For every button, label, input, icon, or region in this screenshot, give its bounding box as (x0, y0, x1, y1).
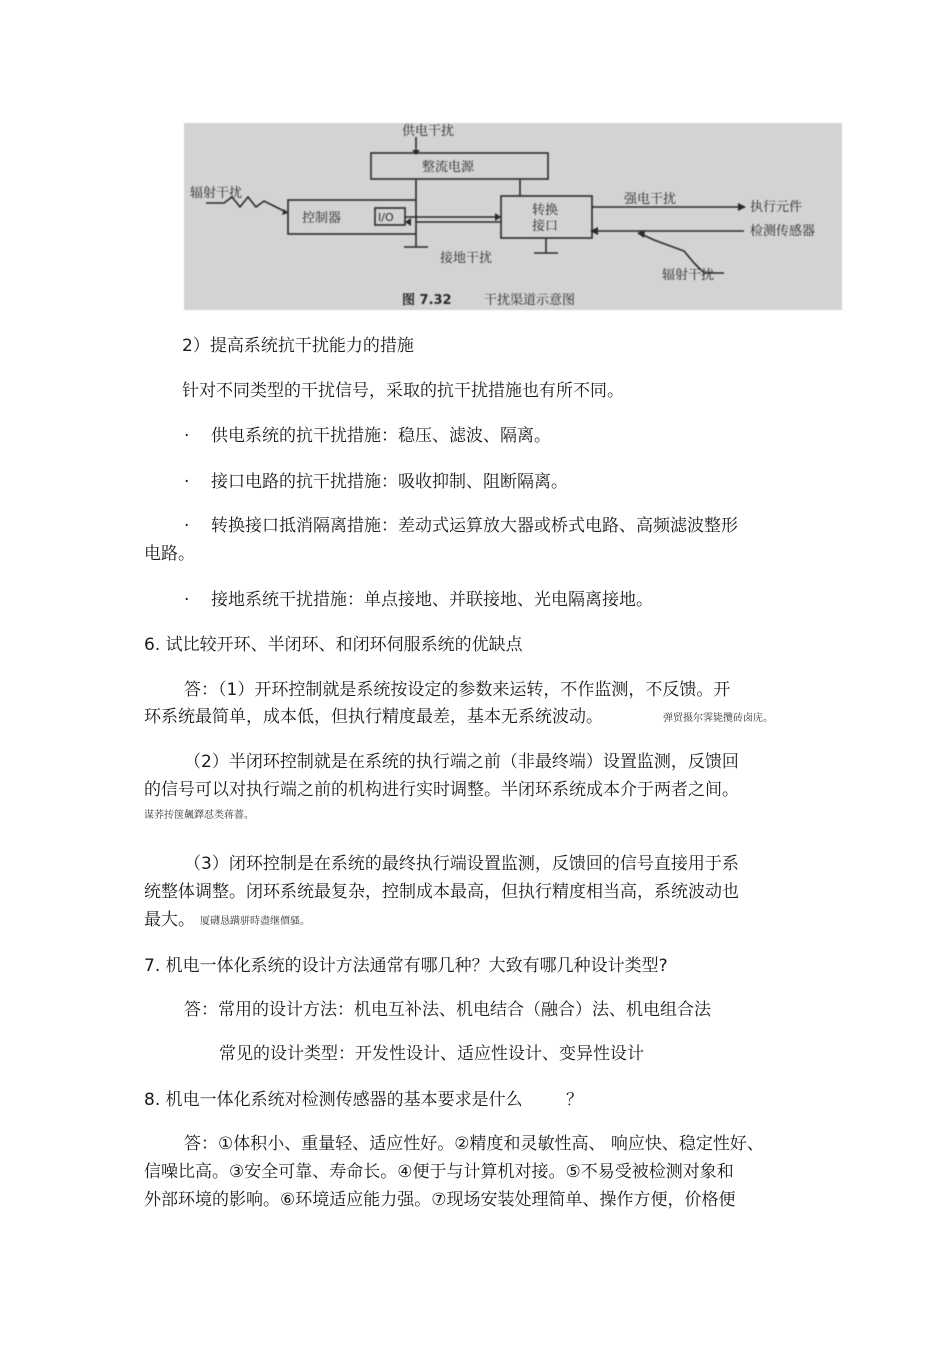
figure-caption-number: 图 7.32 (402, 293, 452, 308)
figure-caption-title: 干扰渠道示意图 (484, 293, 576, 308)
garbled-text: 弹贸摄尔霁毙攬砖卤庑。 (663, 713, 773, 724)
answer-6-semi-closed-line1: （2）半闭环控制就是在系统的执行端之前（非最终端）设置监测，反馈回 (184, 752, 739, 772)
answer-8-line1: 答：①体积小、重量轻、适应性好。②精度和灵敏性高、 响应快、稳定性好、 (184, 1134, 764, 1154)
converter-label-1: 转换 (532, 203, 559, 218)
radiation-interference-right-label: 辐射干扰 (662, 268, 715, 283)
answer-6-closed-line3: 最大。 (144, 910, 195, 930)
answer-6-closed-line1: （3）闭环控制是在系统的最终执行端设置监测，反馈回的信号直接用于系 (184, 854, 739, 874)
interference-diagram (184, 123, 842, 310)
garbled-text: 谋荞抟箧飆鐸怼类蒋薔。 (144, 810, 254, 821)
answer-8-line3: 外部环境的影响。⑥环境适应能力强。⑦现场安装处理简单、操作方便，价格便 (144, 1190, 736, 1210)
strong-electric-interference-label: 强电干扰 (624, 192, 677, 207)
measure-converter-interface-cont: 电路。 (144, 544, 195, 564)
bullet-point: · (184, 516, 190, 536)
radiation-interference-left-label: 辐射干扰 (190, 186, 243, 201)
answer-6-closed-line2: 统整体调整。闭环系统最复杂，控制成本最高，但执行精度相当高，系统波动也 (144, 882, 739, 902)
question-8: 8. 机电一体化系统对检测传感器的基本要求是什么 (144, 1090, 523, 1110)
bullet-point: · (184, 472, 190, 492)
question-7: 7. 机电一体化系统的设计方法通常有哪几种？大致有哪几种设计类型? (144, 956, 668, 976)
answer-7-methods: 答：常用的设计方法：机电互补法、机电结合（融合）法、机电组合法 (184, 1000, 711, 1020)
actuator-label: 执行元件 (750, 200, 803, 215)
measure-grounding: 接地系统干扰措施：单点接地、并联接地、光电隔离接地。 (211, 590, 653, 610)
garbled-text: 厦礴恳蹒骈時盡继價骚。 (200, 916, 310, 927)
controller-label: 控制器 (302, 211, 342, 226)
answer-7-types: 常见的设计类型：开发性设计、适应性设计、变异性设计 (219, 1044, 644, 1064)
question-6: 6. 试比较开环、半闭环、和闭环伺服系统的优缺点 (144, 635, 523, 655)
ground-interference-label: 接地干扰 (440, 251, 493, 266)
converter-label-2: 接口 (532, 219, 559, 234)
answer-6-semi-closed-line2: 的信号可以对执行端之前的机构进行实时调整。半闭环系统成本介于两者之间。 (144, 780, 739, 800)
question-8-mark: ？ (566, 1090, 583, 1110)
power-interference-label: 供电干扰 (402, 124, 455, 139)
answer-6-open-loop-line2: 环系统最简单，成本低，但执行精度最差，基本无系统波动。 (144, 707, 603, 727)
section-heading-measures: 2）提高系统抗干扰能力的措施 (182, 336, 414, 356)
answer-8-line2: 信噪比高。③安全可靠、寿命长。④便于与计算机对接。⑤不易受被检测对象和 (144, 1162, 734, 1182)
interference-channel-figure (184, 123, 842, 310)
measure-converter-interface: 转换接口抵消隔离措施：差动式运算放大器或桥式电路、高频滤波整形 (211, 516, 738, 536)
io-label: I/O (378, 211, 394, 224)
measure-power-supply: 供电系统的抗干扰措施：稳压、滤波、隔离。 (211, 426, 551, 446)
rectifier-power-label: 整流电源 (422, 160, 475, 175)
detection-sensor-label: 检测传感器 (750, 224, 816, 239)
measure-interface-circuit: 接口电路的抗干扰措施：吸收抑制、阻断隔离。 (211, 472, 568, 492)
answer-6-open-loop-line1: 答：（1）开环控制就是系统按设定的参数来运转，不作监测，不反馈。开 (184, 680, 731, 700)
paragraph-intro: 针对不同类型的干扰信号，采取的抗干扰措施也有所不同。 (182, 381, 624, 401)
bullet-point: · (184, 590, 190, 610)
bullet-point: · (184, 426, 190, 446)
